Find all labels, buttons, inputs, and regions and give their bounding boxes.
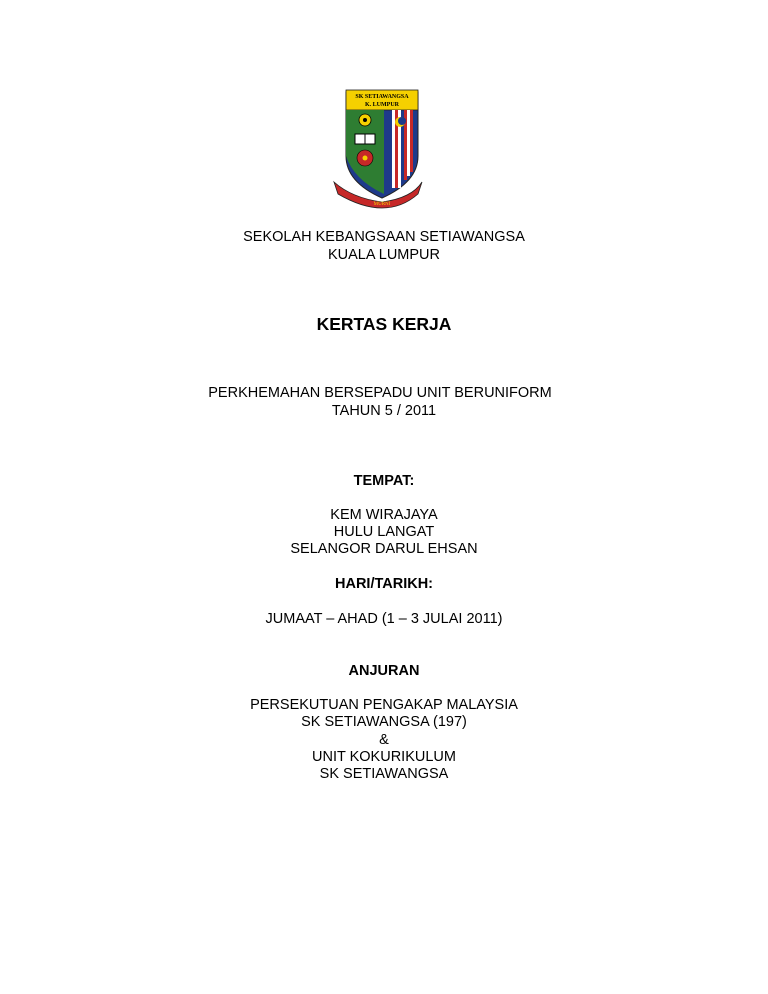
school-name: SEKOLAH KEBANGSAAN SETIAWANGSA [243,229,525,245]
school-city: KUALA LUMPUR [327,247,440,263]
organizer-line4: UNIT KOKURIKULUM [312,749,456,765]
schedule-value: JUMAAT – AHAD (1 – 3 JULAI 2011) [265,611,503,627]
crest-ribbon-text: MURNI [373,202,391,207]
organizer-line2: SK SETIAWANGSA (197) [301,714,467,730]
venue-heading: TEMPAT: [353,473,415,489]
organizer-line1: PERSEKUTUAN PENGAKAP MALAYSIA [250,697,518,713]
organizer-line5: SK SETIAWANGSA [319,766,449,782]
venue-line1: KEM WIRAJAYA [330,507,438,523]
event-year: TAHUN 5 / 2011 [331,403,437,419]
organizer-heading: ANJURAN [348,663,420,679]
venue-line3: SELANGOR DARUL EHSAN [290,541,478,557]
document-title: KERTAS KERJA [316,314,452,334]
school-crest-logo [332,86,424,210]
venue-line2: HULU LANGAT [333,524,435,540]
crest-banner-line1: SK SETIAWANGSA [355,94,409,100]
event-name: PERKHEMAHAN BERSEPADU UNIT BERUNIFORM [208,385,552,401]
organizer-line3: & [379,732,389,748]
schedule-heading: HARI/TARIKH: [335,576,433,592]
crest-banner-line2: K. LUMPUR [365,102,399,108]
